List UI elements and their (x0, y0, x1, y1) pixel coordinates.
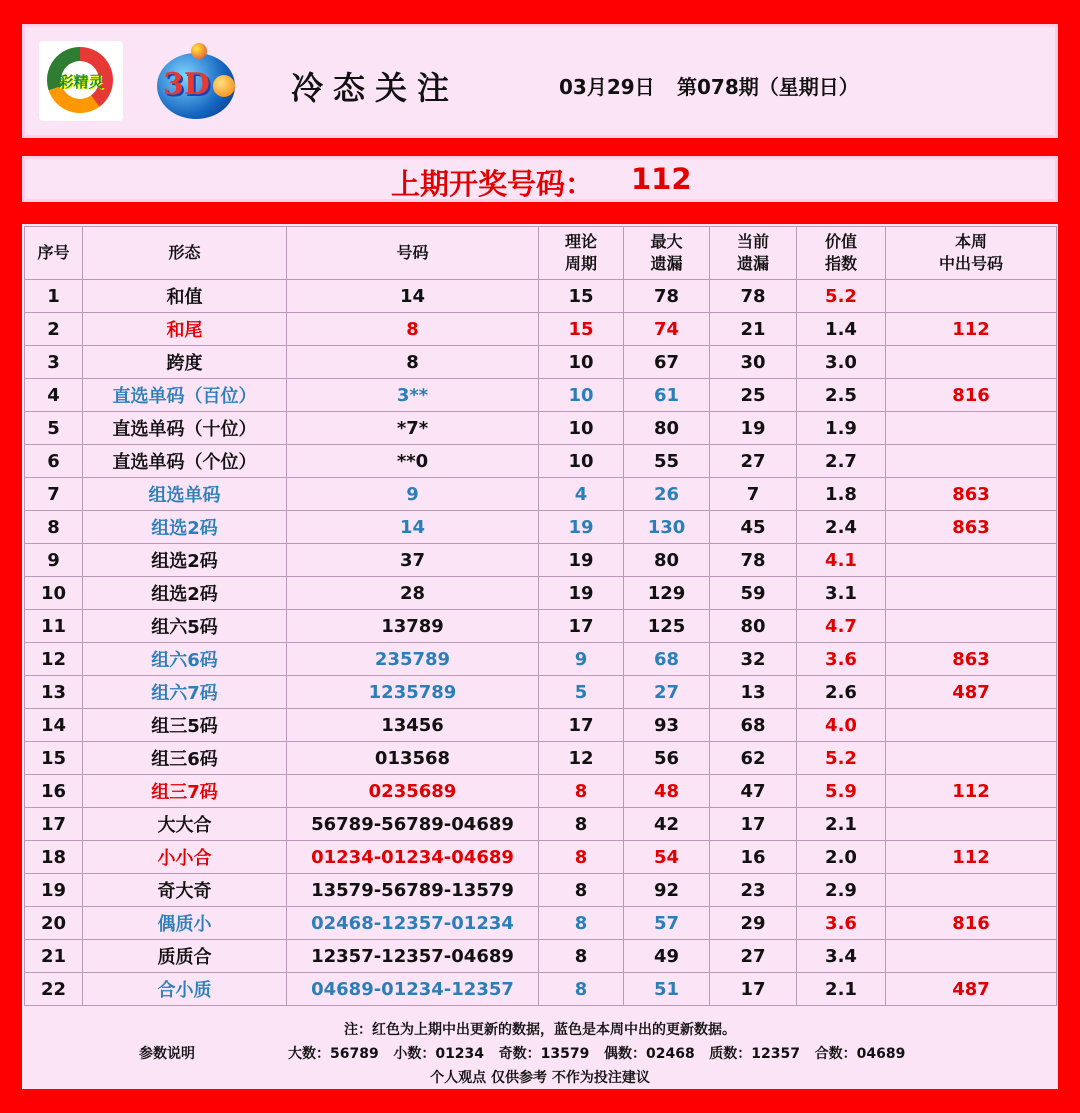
row-code: 14 (287, 511, 539, 544)
table-row (25, 346, 1057, 379)
main-panel (22, 224, 1058, 1089)
row-theory-cycle: 8 (539, 841, 624, 874)
row-number: 5 (25, 412, 83, 445)
table-row (25, 610, 1057, 643)
row-theory-cycle: 8 (539, 775, 624, 808)
row-value-index: 3.0 (797, 346, 886, 379)
column-header (624, 227, 710, 280)
row-number: 15 (25, 742, 83, 775)
row-week-hit (886, 544, 1057, 577)
column-header (83, 227, 287, 280)
row-current-miss: 45 (710, 511, 797, 544)
row-form: 和值 (83, 280, 287, 313)
row-week-hit (886, 412, 1057, 445)
row-week-hit (886, 577, 1057, 610)
row-number: 12 (25, 643, 83, 676)
row-form: 组选单码 (83, 478, 287, 511)
row-code: 9 (287, 478, 539, 511)
row-current-miss: 17 (710, 808, 797, 841)
row-number: 1 (25, 280, 83, 313)
parameter-values: 大数：56789 小数：01234 奇数：13579 偶数：02468 质数：12357 合数：04689 (288, 1046, 906, 1062)
column-header-line: 周期 (564, 254, 597, 273)
row-week-hit: 112 (886, 775, 1057, 808)
row-max-miss: 80 (624, 544, 710, 577)
row-code: 8 (287, 313, 539, 346)
row-theory-cycle: 8 (539, 808, 624, 841)
row-max-miss: 54 (624, 841, 710, 874)
row-code: 14 (287, 280, 539, 313)
row-form: 直选单码（个位） (83, 445, 287, 478)
table-row (25, 544, 1057, 577)
row-number: 21 (25, 940, 83, 973)
logo-ball-star (191, 43, 207, 59)
row-theory-cycle: 8 (539, 907, 624, 940)
table-row (25, 478, 1057, 511)
table-row (25, 709, 1057, 742)
row-form: 大大合 (83, 808, 287, 841)
row-code: 0235689 (287, 775, 539, 808)
row-current-miss: 19 (710, 412, 797, 445)
table-row (25, 511, 1057, 544)
row-theory-cycle: 5 (539, 676, 624, 709)
row-number: 19 (25, 874, 83, 907)
row-max-miss: 26 (624, 478, 710, 511)
row-number: 6 (25, 445, 83, 478)
row-week-hit: 112 (886, 313, 1057, 346)
row-form: 组三5码 (83, 709, 287, 742)
row-current-miss: 25 (710, 379, 797, 412)
table-row (25, 841, 1057, 874)
row-form: 直选单码（百位） (83, 379, 287, 412)
row-code: 8 (287, 346, 539, 379)
caijingling-logo (39, 41, 123, 121)
row-current-miss: 68 (710, 709, 797, 742)
row-value-index: 5.9 (797, 775, 886, 808)
row-current-miss: 27 (710, 445, 797, 478)
row-value-index: 2.5 (797, 379, 886, 412)
row-code: 235789 (287, 643, 539, 676)
row-theory-cycle: 10 (539, 346, 624, 379)
table-row (25, 643, 1057, 676)
row-value-index: 3.6 (797, 643, 886, 676)
row-current-miss: 47 (710, 775, 797, 808)
row-max-miss: 42 (624, 808, 710, 841)
row-code: 1235789 (287, 676, 539, 709)
row-value-index: 3.1 (797, 577, 886, 610)
column-header-line: 中出号码 (938, 254, 1003, 273)
row-current-miss: 21 (710, 313, 797, 346)
row-code: 13789 (287, 610, 539, 643)
last-draw-panel (22, 156, 1058, 202)
row-week-hit: 863 (886, 643, 1057, 676)
row-form: 奇大奇 (83, 874, 287, 907)
row-max-miss: 49 (624, 940, 710, 973)
column-header-line: 遗漏 (650, 254, 683, 273)
row-max-miss: 67 (624, 346, 710, 379)
parameter-label: 参数说明 (139, 1046, 195, 1062)
issue-number: 第078期（星期日） (677, 75, 859, 99)
column-header-line: 遗漏 (736, 254, 769, 273)
row-number: 8 (25, 511, 83, 544)
row-current-miss: 78 (710, 280, 797, 313)
row-number: 2 (25, 313, 83, 346)
column-header-line: 指数 (824, 254, 857, 273)
row-code: 13456 (287, 709, 539, 742)
row-theory-cycle: 15 (539, 313, 624, 346)
row-form: 组六6码 (83, 643, 287, 676)
table-row (25, 379, 1057, 412)
table-row (25, 412, 1057, 445)
row-week-hit: 487 (886, 676, 1057, 709)
row-form: 组三6码 (83, 742, 287, 775)
column-header (710, 227, 797, 280)
row-theory-cycle: 17 (539, 709, 624, 742)
row-code: **0 (287, 445, 539, 478)
table-row (25, 577, 1057, 610)
row-form: 合小质 (83, 973, 287, 1006)
row-current-miss: 59 (710, 577, 797, 610)
logo-ball-small (213, 75, 235, 97)
row-max-miss: 80 (624, 412, 710, 445)
row-code: 12357-12357-04689 (287, 940, 539, 973)
row-form: 偶质小 (83, 907, 287, 940)
page-title: 冷态关注 (291, 69, 460, 107)
last-draw-number: 112 (631, 162, 692, 196)
table-row (25, 874, 1057, 907)
row-week-hit: 112 (886, 841, 1057, 874)
row-code: 13579-56789-13579 (287, 874, 539, 907)
header-panel (22, 24, 1058, 138)
row-form: 组选2码 (83, 577, 287, 610)
row-form: 小小合 (83, 841, 287, 874)
row-week-hit: 487 (886, 973, 1057, 1006)
draw-date: 03月29日 (559, 75, 655, 99)
row-max-miss: 78 (624, 280, 710, 313)
row-value-index: 2.4 (797, 511, 886, 544)
row-form: 组选2码 (83, 544, 287, 577)
row-max-miss: 27 (624, 676, 710, 709)
row-current-miss: 13 (710, 676, 797, 709)
table-row (25, 445, 1057, 478)
row-week-hit: 863 (886, 511, 1057, 544)
row-current-miss: 29 (710, 907, 797, 940)
row-week-hit: 816 (886, 907, 1057, 940)
row-number: 17 (25, 808, 83, 841)
row-value-index: 4.7 (797, 610, 886, 643)
table-row (25, 775, 1057, 808)
table-header-row (25, 227, 1057, 280)
row-code: 013568 (287, 742, 539, 775)
row-week-hit: 816 (886, 379, 1057, 412)
row-current-miss: 32 (710, 643, 797, 676)
row-current-miss: 23 (710, 874, 797, 907)
row-value-index: 3.6 (797, 907, 886, 940)
row-number: 13 (25, 676, 83, 709)
row-form: 直选单码（十位） (83, 412, 287, 445)
logo-3d-text: 3D (163, 67, 210, 102)
row-current-miss: 80 (710, 610, 797, 643)
column-header-line: 号码 (396, 243, 429, 262)
row-number: 16 (25, 775, 83, 808)
table-row (25, 907, 1057, 940)
row-theory-cycle: 19 (539, 577, 624, 610)
table-row (25, 280, 1057, 313)
row-value-index: 5.2 (797, 742, 886, 775)
row-theory-cycle: 10 (539, 412, 624, 445)
row-value-index: 2.1 (797, 808, 886, 841)
row-code: 28 (287, 577, 539, 610)
row-current-miss: 30 (710, 346, 797, 379)
row-theory-cycle: 8 (539, 940, 624, 973)
column-header (25, 227, 83, 280)
table-row (25, 940, 1057, 973)
row-value-index: 2.9 (797, 874, 886, 907)
table-body (25, 280, 1057, 1006)
table-row (25, 742, 1057, 775)
row-number: 20 (25, 907, 83, 940)
row-theory-cycle: 9 (539, 643, 624, 676)
row-theory-cycle: 4 (539, 478, 624, 511)
row-value-index: 5.2 (797, 280, 886, 313)
cold-stats-table (24, 226, 1057, 1006)
column-header-line: 理论 (564, 232, 597, 251)
disclaimer: 个人观点 仅供参考 不作为投注建议 (430, 1070, 650, 1086)
row-week-hit (886, 445, 1057, 478)
row-value-index: 2.0 (797, 841, 886, 874)
logo-text: 彩精灵 (58, 73, 104, 91)
row-form: 组六5码 (83, 610, 287, 643)
row-value-index: 2.6 (797, 676, 886, 709)
row-current-miss: 17 (710, 973, 797, 1006)
row-theory-cycle: 8 (539, 874, 624, 907)
row-max-miss: 55 (624, 445, 710, 478)
row-current-miss: 16 (710, 841, 797, 874)
column-header-line: 价值 (824, 232, 857, 251)
row-value-index: 1.8 (797, 478, 886, 511)
column-header-line: 最大 (650, 232, 683, 251)
row-week-hit (886, 280, 1057, 313)
row-theory-cycle: 10 (539, 445, 624, 478)
row-value-index: 4.0 (797, 709, 886, 742)
row-theory-cycle: 19 (539, 511, 624, 544)
column-header-line: 当前 (736, 232, 769, 251)
row-form: 组三7码 (83, 775, 287, 808)
row-week-hit (886, 940, 1057, 973)
row-max-miss: 57 (624, 907, 710, 940)
row-max-miss: 48 (624, 775, 710, 808)
last-draw-label: 上期开奖号码： (391, 167, 595, 201)
legend-note: 注：红色为上期中出更新的数据，蓝色是本周中出的更新数据。 (344, 1022, 736, 1038)
row-week-hit (886, 874, 1057, 907)
row-number: 3 (25, 346, 83, 379)
column-header-line: 序号 (37, 243, 70, 262)
row-form: 质质合 (83, 940, 287, 973)
row-number: 18 (25, 841, 83, 874)
row-code: 56789-56789-04689 (287, 808, 539, 841)
row-max-miss: 74 (624, 313, 710, 346)
row-max-miss: 93 (624, 709, 710, 742)
row-max-miss: 125 (624, 610, 710, 643)
row-form: 组六7码 (83, 676, 287, 709)
row-current-miss: 62 (710, 742, 797, 775)
row-code: 3** (287, 379, 539, 412)
row-value-index: 2.1 (797, 973, 886, 1006)
row-number: 22 (25, 973, 83, 1006)
column-header (886, 227, 1057, 280)
row-theory-cycle: 17 (539, 610, 624, 643)
row-max-miss: 56 (624, 742, 710, 775)
column-header-line: 形态 (168, 243, 201, 262)
column-header-line: 本周 (954, 232, 987, 251)
row-theory-cycle: 15 (539, 280, 624, 313)
row-code: 04689-01234-12357 (287, 973, 539, 1006)
row-value-index: 1.4 (797, 313, 886, 346)
row-max-miss: 130 (624, 511, 710, 544)
row-number: 11 (25, 610, 83, 643)
row-theory-cycle: 12 (539, 742, 624, 775)
row-number: 14 (25, 709, 83, 742)
row-form: 跨度 (83, 346, 287, 379)
row-number: 10 (25, 577, 83, 610)
table-row (25, 676, 1057, 709)
row-value-index: 2.7 (797, 445, 886, 478)
column-header (797, 227, 886, 280)
row-theory-cycle: 19 (539, 544, 624, 577)
row-max-miss: 92 (624, 874, 710, 907)
row-form: 组选2码 (83, 511, 287, 544)
row-max-miss: 61 (624, 379, 710, 412)
row-value-index: 1.9 (797, 412, 886, 445)
row-value-index: 4.1 (797, 544, 886, 577)
row-max-miss: 129 (624, 577, 710, 610)
lottery-3d-logo (153, 41, 241, 125)
row-week-hit (886, 610, 1057, 643)
row-code: 02468-12357-01234 (287, 907, 539, 940)
table-row (25, 808, 1057, 841)
row-max-miss: 68 (624, 643, 710, 676)
table-row (25, 313, 1057, 346)
row-number: 7 (25, 478, 83, 511)
row-theory-cycle: 10 (539, 379, 624, 412)
row-number: 9 (25, 544, 83, 577)
row-current-miss: 27 (710, 940, 797, 973)
row-value-index: 3.4 (797, 940, 886, 973)
row-form: 和尾 (83, 313, 287, 346)
table-row (25, 973, 1057, 1006)
row-code: 37 (287, 544, 539, 577)
row-code: *7* (287, 412, 539, 445)
column-header (539, 227, 624, 280)
row-max-miss: 51 (624, 973, 710, 1006)
row-week-hit (886, 808, 1057, 841)
row-current-miss: 78 (710, 544, 797, 577)
row-week-hit: 863 (886, 478, 1057, 511)
row-code: 01234-01234-04689 (287, 841, 539, 874)
column-header (287, 227, 539, 280)
row-week-hit (886, 742, 1057, 775)
row-number: 4 (25, 379, 83, 412)
row-current-miss: 7 (710, 478, 797, 511)
row-theory-cycle: 8 (539, 973, 624, 1006)
row-week-hit (886, 709, 1057, 742)
row-week-hit (886, 346, 1057, 379)
